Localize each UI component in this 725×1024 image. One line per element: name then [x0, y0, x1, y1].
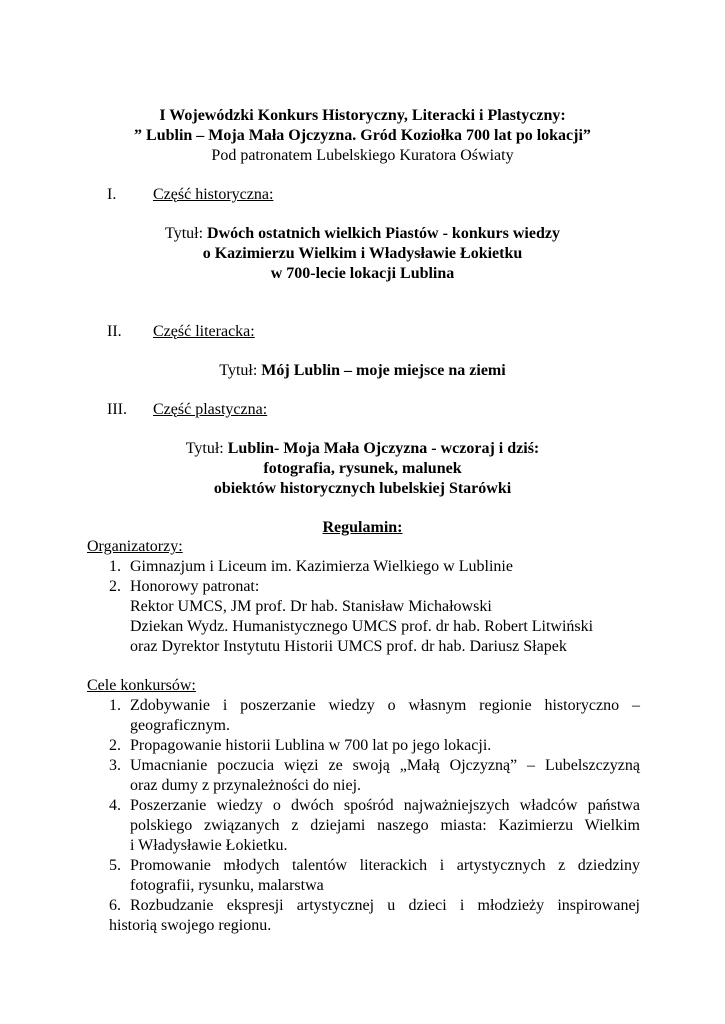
- part-1-title-line-3: w 700-lecie lokacji Lublina: [270, 265, 455, 282]
- patron-line-1: Rektor UMCS, JM prof. Dr hab. Stanisław Michałowski: [130, 598, 492, 615]
- part-1-title-line-1: [0, 224, 725, 244]
- goal-5-line-1: Promowanie młodych talentów literackich i artystycznych z dziedziny: [130, 857, 640, 874]
- goals-label: Cele konkursów:: [87, 677, 196, 694]
- goal-3-line-1: Umacnianie poczucia więzi ze swoją „Małą Ojczyzną” – Lubelszczyzną: [130, 757, 640, 774]
- goal-6-line-1: Rozbudzanie ekspresji artystycznej u dzieci i młodzieży inspirowanej: [130, 897, 640, 914]
- goal-6-line-2: historią swojego regionu.: [109, 917, 272, 934]
- goal-5-number: 5.: [109, 857, 121, 874]
- document-title-line-2: ” Lublin – Moja Mała Ojczyzna. Gród Koziołka 700 lat po lokacji”: [134, 127, 591, 144]
- organizers-label: Organizatorzy:: [87, 538, 183, 555]
- goal-4-line-2: polskiego związanych z dziejami naszego miasta: Kazimierzu Wielkim: [130, 817, 640, 834]
- goal-4-line-3: i Władysławie Łokietku.: [130, 837, 288, 854]
- part-3-numeral: III.: [107, 401, 127, 418]
- goal-1-line-1: Zdobywanie i poszerzanie wiedzy o własnym regionie historyczno –: [130, 697, 640, 714]
- part-3-title-text: Lublin- Moja Mała Ojczyzna - wczoraj i dziś:: [227, 440, 540, 457]
- part-1-title-text: Dwóch ostatnich wielkich Piastów - konkurs wiedzy: [207, 225, 560, 242]
- organizer-1-number: 1.: [109, 558, 121, 575]
- patronage-line: Pod patronatem Lubelskiego Kuratora Oświaty: [211, 147, 514, 164]
- part-2-title-label: Tytuł:: [219, 362, 262, 379]
- goal-2-line-1: Propagowanie historii Lublina w 700 lat po jego lokacji.: [130, 737, 492, 754]
- part-3-title-line-3: obiektów historycznych lubelskiej Starówki: [213, 480, 512, 497]
- goal-5-line-2: fotografii, rysunku, malarstwa: [130, 877, 324, 894]
- goal-4-number: 4.: [109, 797, 121, 814]
- part-3-title-label: Tytuł:: [185, 440, 228, 457]
- organizer-2-text: Honorowy patronat:: [130, 578, 260, 595]
- part-1-title-line-2: o Kazimierzu Wielkim i Władysławie Łokietku: [202, 245, 523, 262]
- patron-line-2: Dziekan Wydz. Humanistycznego UMCS prof. dr hab. Robert Litwiński: [130, 618, 594, 635]
- goal-3-line-2: oraz dumy z przynależności do niej.: [130, 777, 362, 794]
- part-2-title-text: Mój Lublin – moje miejsce na ziemi: [261, 362, 506, 379]
- part-1-heading: Część historyczna:: [153, 186, 274, 203]
- goal-3-number: 3.: [109, 757, 121, 774]
- part-1-title-label: Tytuł:: [165, 225, 208, 242]
- document-title-line-1: I Wojewódzki Konkurs Historyczny, Literacki i Plastyczny:: [159, 107, 566, 124]
- goal-2-number: 2.: [109, 737, 121, 754]
- part-3-title-line-1: [0, 439, 725, 459]
- organizer-1-text: Gimnazjum i Liceum im. Kazimierza Wielkiego w Lublinie: [130, 558, 513, 575]
- organizer-2-number: 2.: [109, 578, 121, 595]
- part-3-title-line-2: fotografia, rysunek, malunek: [263, 460, 462, 477]
- part-2-heading: Część literacka:: [153, 323, 255, 340]
- part-2-numeral: II.: [107, 323, 122, 340]
- part-1-numeral: I.: [107, 186, 117, 203]
- goal-1-number: 1.: [109, 697, 121, 714]
- part-2-title-line-1: [0, 361, 725, 381]
- patron-line-3: oraz Dyrektor Instytutu Historii UMCS prof. dr hab. Dariusz Słapek: [130, 638, 567, 655]
- regulamin-heading: Regulamin:: [322, 519, 403, 536]
- part-3-heading: Część plastyczna:: [153, 401, 268, 418]
- goal-4-line-1: Poszerzanie wiedzy o dwóch spośród najważniejszych władców państwa: [130, 797, 640, 814]
- goal-6-number: 6.: [109, 897, 121, 914]
- goal-1-line-2: geograficznym.: [130, 717, 230, 734]
